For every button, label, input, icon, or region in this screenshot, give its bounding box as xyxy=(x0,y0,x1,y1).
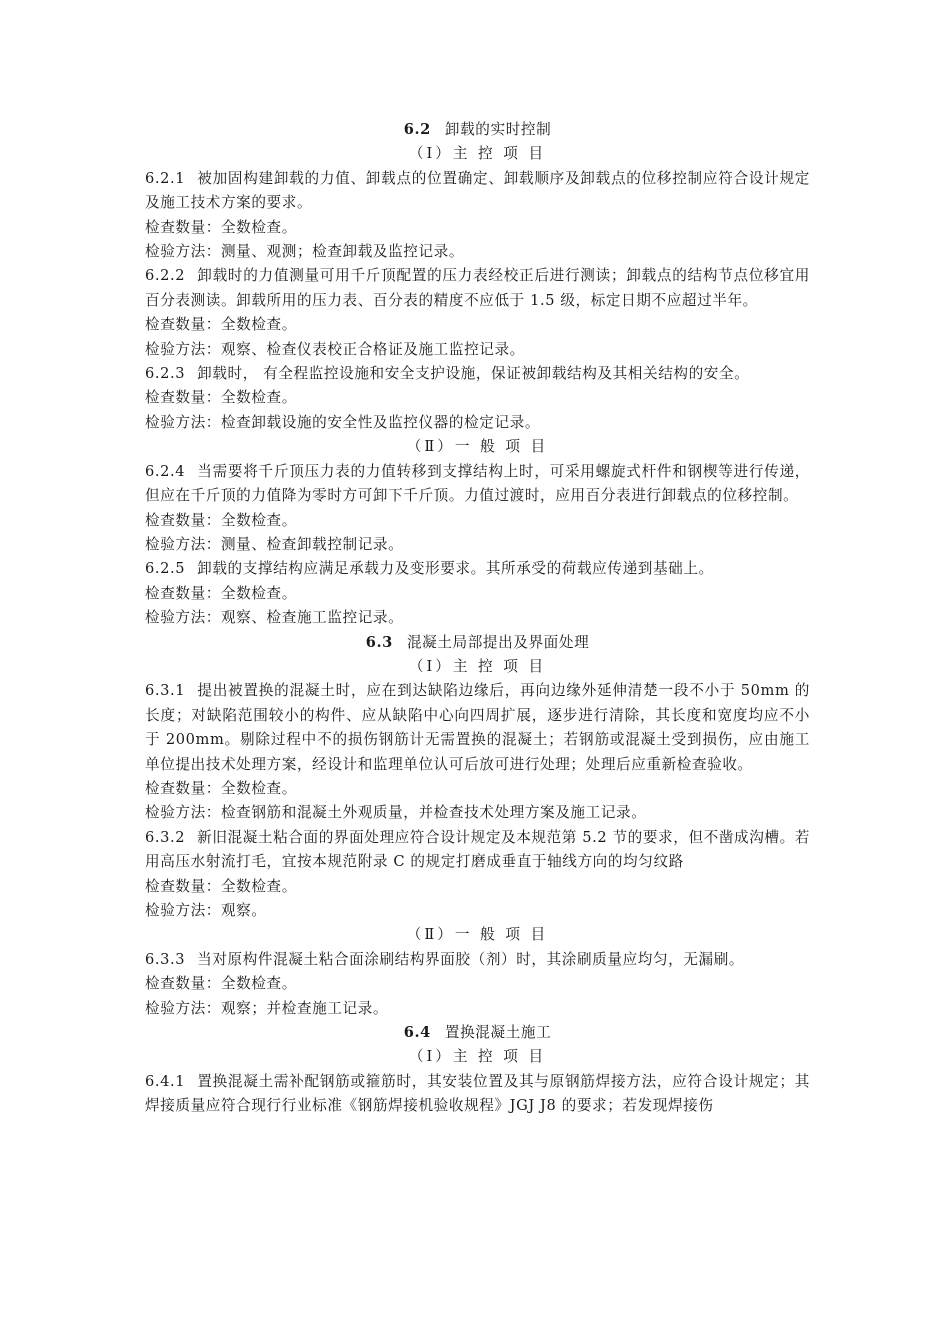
subsection-label: （Ⅰ）主 控 项 目 xyxy=(408,1048,547,1066)
document-page xyxy=(145,118,810,1119)
section-title: 混凝土局部提出及界面处理 xyxy=(406,633,590,651)
clause-text xyxy=(145,948,810,972)
clause-text xyxy=(145,362,810,386)
inspection-quantity: 检查数量：全数检查。 xyxy=(145,584,297,602)
section-number: 6.2 xyxy=(403,121,431,138)
clause-body: 卸载时， 有全程监控设施和安全支护设施，保证被卸载结构及其相关结构的安全。 xyxy=(197,365,750,383)
inspection-quantity: 检查数量：全数检查。 xyxy=(145,218,297,236)
clause-body: 被加固构建卸载的力值、卸载点的位置确定、卸载顺序及卸载点的位移控制应符合设计规定及施工技术方案的要求。 xyxy=(145,169,810,212)
inspection-method: 检验方法：观察、检查仪表校正合格证及施工监控记录。 xyxy=(145,340,525,358)
subsection-label: （Ⅱ）一 般 项 目 xyxy=(406,926,549,944)
inspection-quantity: 检查数量：全数检查。 xyxy=(145,877,297,895)
clause-text xyxy=(145,557,810,581)
section-heading xyxy=(145,1021,810,1045)
inspection-quantity: 检查数量：全数检查。 xyxy=(145,389,297,407)
subsection-label: （Ⅰ）主 控 项 目 xyxy=(408,657,547,675)
section-title: 卸载的实时控制 xyxy=(444,121,552,138)
subsection-label: （Ⅱ）一 般 项 目 xyxy=(406,438,549,456)
clause-text xyxy=(145,167,810,216)
section-title: 置换混凝土施工 xyxy=(444,1024,552,1042)
clause-number: 6.2.5 xyxy=(145,560,186,578)
clause-text xyxy=(145,1070,810,1119)
subsection-label: （Ⅰ）主 控 项 目 xyxy=(408,145,547,163)
inspection-quantity: 检查数量：全数检查。 xyxy=(145,975,297,993)
section-number: 6.3 xyxy=(365,633,393,651)
clause-number: 6.2.3 xyxy=(145,365,186,383)
section-heading xyxy=(145,118,810,142)
clause-number: 6.3.2 xyxy=(145,828,186,846)
clause-text xyxy=(145,679,810,777)
inspection-quantity: 检查数量：全数检查。 xyxy=(145,779,297,797)
clause-number: 6.3.3 xyxy=(145,950,186,968)
inspection-method: 检验方法：测量、观测；检查卸载及监控记录。 xyxy=(145,243,465,261)
inspection-quantity: 检查数量：全数检查。 xyxy=(145,511,297,529)
inspection-method: 检验方法：观察；并检查施工记录。 xyxy=(145,999,389,1017)
clause-body: 当对原构件混凝土粘合面涂刷结构界面胶（剂）时，其涂刷质量应均匀，无漏刷。 xyxy=(197,950,745,968)
section-number: 6.4 xyxy=(403,1024,431,1042)
section-heading xyxy=(145,631,810,655)
clause-text xyxy=(145,264,810,313)
clause-number: 6.2.2 xyxy=(145,267,186,285)
clause-text xyxy=(145,460,810,509)
clause-body: 新旧混凝土粘合面的界面处理应符合设计规定及本规范第 5.2 节的要求，但不凿成沟槽。若用高压水射流打毛，宜按本规范附录 C 的规定打磨成垂直于轴线方向的均匀纹路 xyxy=(145,828,810,871)
clause-number: 6.3.1 xyxy=(145,682,186,700)
clause-body: 卸载时的力值测量可用千斤顶配置的压力表经校正后进行测读；卸载点的结构节点位移宜用百分表测读。卸载所用的压力表、百分表的精度不应低于 1.5 级，标定日期不应超过半年。 xyxy=(145,267,810,309)
inspection-method: 检验方法：观察、检查施工监控记录。 xyxy=(145,609,404,627)
clause-number: 6.2.4 xyxy=(145,462,186,480)
clause-number: 6.4.1 xyxy=(145,1072,186,1090)
clause-body: 卸载的支撑结构应满足承载力及变形要求。其所承受的荷载应传递到基础上。 xyxy=(197,560,714,578)
inspection-method: 检验方法：观察。 xyxy=(145,902,267,919)
inspection-method: 检验方法：测量、检查卸载控制记录。 xyxy=(145,535,404,553)
clause-body: 当需要将千斤顶压力表的力值转移到支撑结构上时，可采用螺旋式杆件和钢楔等进行传递，但应在千斤顶的力值降为零时方可卸下千斤顶。力值过渡时，应用百分表进行卸载点的位移控制。 xyxy=(145,462,810,505)
clause-body: 置换混凝土需补配钢筋或箍筋时，其安装位置及其与原钢筋焊接方法，应符合设计规定；其焊接质量应符合现行行业标准《钢筋焊接机验收规程》JGJ J8 的要求；若发现焊接伤 xyxy=(145,1072,810,1115)
inspection-method: 检验方法：检查卸载设施的安全性及监控仪器的检定记录。 xyxy=(145,413,541,431)
clause-text xyxy=(145,826,810,875)
inspection-quantity: 检查数量：全数检查。 xyxy=(145,316,297,334)
inspection-method: 检验方法：检查钢筋和混凝土外观质量，并检查技术处理方案及施工记录。 xyxy=(145,804,647,822)
clause-number: 6.2.1 xyxy=(145,169,186,187)
clause-body: 提出被置换的混凝土时，应在到达缺陷边缘后，再向边缘外延伸清楚一段不小于 50mm 的长度；对缺陷范围较小的构件、应从缺陷中心向四周扩展，逐步进行清除，其长度和宽度均应不小于 200mm。剔除过程中不的损伤钢筋计无需置换的混凝土；若钢筋或混凝土受到损伤，应由施工单位提出技术处理方案，经设计和监理单位认可后放可进行处理；处理后应重新检查验收。 xyxy=(145,682,810,773)
